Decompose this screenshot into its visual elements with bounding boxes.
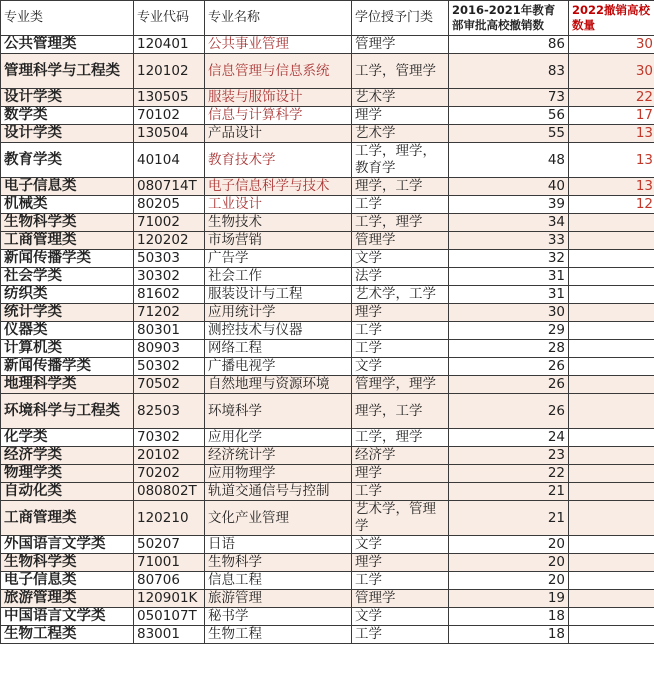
degree-category-cell: 工学 bbox=[352, 483, 449, 501]
table-row bbox=[1, 608, 654, 626]
table-row bbox=[1, 322, 654, 340]
code-cell: 080714T bbox=[134, 178, 205, 196]
revocation-count-cell: 21 bbox=[449, 501, 569, 536]
major-name-cell: 日语 bbox=[205, 536, 352, 554]
revocation-count-cell: 56 bbox=[449, 107, 569, 125]
revocation-count-cell: 23 bbox=[449, 447, 569, 465]
table-body bbox=[1, 36, 654, 644]
count-2022-cell bbox=[569, 250, 654, 268]
major-name-cell: 产品设计 bbox=[205, 125, 352, 143]
degree-category-cell: 理学 bbox=[352, 304, 449, 322]
category-cell: 管理科学与工程类 bbox=[1, 54, 134, 89]
degree-category-cell: 理学，工学 bbox=[352, 178, 449, 196]
major-name-cell: 生物技术 bbox=[205, 214, 352, 232]
category-cell: 纺织类 bbox=[1, 286, 134, 304]
revocation-count-cell: 20 bbox=[449, 572, 569, 590]
category-cell: 生物科学类 bbox=[1, 554, 134, 572]
degree-category-cell: 理学 bbox=[352, 107, 449, 125]
table-row bbox=[1, 340, 654, 358]
table-row bbox=[1, 232, 654, 250]
code-cell: 81602 bbox=[134, 286, 205, 304]
table-row bbox=[1, 196, 654, 214]
table-row bbox=[1, 358, 654, 376]
count-2022-cell bbox=[569, 214, 654, 232]
degree-category-cell: 工学，理学 bbox=[352, 214, 449, 232]
degree-category-cell: 管理学 bbox=[352, 590, 449, 608]
revocation-count-cell: 32 bbox=[449, 250, 569, 268]
count-2022-cell bbox=[569, 322, 654, 340]
header-2022-count: 2022撤销高校数量 bbox=[569, 1, 654, 36]
table-row bbox=[1, 54, 654, 89]
code-cell: 20102 bbox=[134, 447, 205, 465]
table-row bbox=[1, 304, 654, 322]
code-cell: 70202 bbox=[134, 465, 205, 483]
major-name-cell: 文化产业管理 bbox=[205, 501, 352, 536]
count-2022-cell bbox=[569, 536, 654, 554]
degree-category-cell: 文学 bbox=[352, 608, 449, 626]
major-name-cell: 教育技术学 bbox=[205, 143, 352, 178]
major-name-cell: 应用物理学 bbox=[205, 465, 352, 483]
category-cell: 新闻传播学类 bbox=[1, 358, 134, 376]
category-cell: 仪器类 bbox=[1, 322, 134, 340]
count-2022-cell bbox=[569, 483, 654, 501]
category-cell: 工商管理类 bbox=[1, 501, 134, 536]
category-cell: 外国语言文学类 bbox=[1, 536, 134, 554]
revocation-count-cell: 26 bbox=[449, 376, 569, 394]
degree-category-cell: 艺术学，管理学 bbox=[352, 501, 449, 536]
count-2022-cell bbox=[569, 465, 654, 483]
code-cell: 80205 bbox=[134, 196, 205, 214]
major-name-cell: 服装设计与工程 bbox=[205, 286, 352, 304]
code-cell: 80903 bbox=[134, 340, 205, 358]
degree-category-cell: 理学 bbox=[352, 465, 449, 483]
category-cell: 工商管理类 bbox=[1, 232, 134, 250]
category-cell: 环境科学与工程类 bbox=[1, 394, 134, 429]
header-code: 专业代码 bbox=[134, 1, 205, 36]
count-2022-cell bbox=[569, 429, 654, 447]
revocation-count-cell: 48 bbox=[449, 143, 569, 178]
major-name-cell: 秘书学 bbox=[205, 608, 352, 626]
revocation-count-cell: 19 bbox=[449, 590, 569, 608]
revocation-count-cell: 21 bbox=[449, 483, 569, 501]
header-degree-category: 学位授予门类 bbox=[352, 1, 449, 36]
major-name-cell: 广播电视学 bbox=[205, 358, 352, 376]
degree-category-cell: 管理学，理学 bbox=[352, 376, 449, 394]
table-row bbox=[1, 394, 654, 429]
code-cell: 80706 bbox=[134, 572, 205, 590]
count-2022-cell bbox=[569, 376, 654, 394]
count-2022-cell bbox=[569, 608, 654, 626]
table-row bbox=[1, 178, 654, 196]
category-cell: 设计学类 bbox=[1, 89, 134, 107]
major-name-cell: 环境科学 bbox=[205, 394, 352, 429]
code-cell: 50303 bbox=[134, 250, 205, 268]
major-name-cell: 信息与计算科学 bbox=[205, 107, 352, 125]
table-row bbox=[1, 465, 654, 483]
table-row bbox=[1, 536, 654, 554]
header-revocation-count: 2016-2021年教育部审批高校撤销数 bbox=[449, 1, 569, 36]
code-cell: 70302 bbox=[134, 429, 205, 447]
category-cell: 地理科学类 bbox=[1, 376, 134, 394]
code-cell: 120401 bbox=[134, 36, 205, 54]
header-category: 专业类 bbox=[1, 1, 134, 36]
category-cell: 旅游管理类 bbox=[1, 590, 134, 608]
category-cell: 公共管理类 bbox=[1, 36, 134, 54]
revocation-count-cell: 29 bbox=[449, 322, 569, 340]
table-row bbox=[1, 626, 654, 644]
count-2022-cell: 13 bbox=[569, 178, 654, 196]
degree-category-cell: 工学，理学，教育学 bbox=[352, 143, 449, 178]
table-row bbox=[1, 125, 654, 143]
code-cell: 80301 bbox=[134, 322, 205, 340]
degree-category-cell: 工学 bbox=[352, 340, 449, 358]
count-2022-cell bbox=[569, 572, 654, 590]
category-cell: 化学类 bbox=[1, 429, 134, 447]
table-row bbox=[1, 590, 654, 608]
degree-category-cell: 管理学 bbox=[352, 232, 449, 250]
category-cell: 机械类 bbox=[1, 196, 134, 214]
count-2022-cell: 17 bbox=[569, 107, 654, 125]
major-name-cell: 轨道交通信号与控制 bbox=[205, 483, 352, 501]
table-row bbox=[1, 214, 654, 232]
degree-category-cell: 法学 bbox=[352, 268, 449, 286]
code-cell: 130504 bbox=[134, 125, 205, 143]
count-2022-cell bbox=[569, 394, 654, 429]
table-row bbox=[1, 268, 654, 286]
code-cell: 30302 bbox=[134, 268, 205, 286]
header-row bbox=[1, 1, 654, 36]
category-cell: 经济学类 bbox=[1, 447, 134, 465]
category-cell: 教育学类 bbox=[1, 143, 134, 178]
category-cell: 新闻传播学类 bbox=[1, 250, 134, 268]
degree-category-cell: 艺术学 bbox=[352, 89, 449, 107]
table-row bbox=[1, 376, 654, 394]
count-2022-cell bbox=[569, 268, 654, 286]
revocation-count-cell: 31 bbox=[449, 286, 569, 304]
count-2022-cell bbox=[569, 340, 654, 358]
category-cell: 设计学类 bbox=[1, 125, 134, 143]
code-cell: 50207 bbox=[134, 536, 205, 554]
major-name-cell: 信息管理与信息系统 bbox=[205, 54, 352, 89]
revocation-count-cell: 33 bbox=[449, 232, 569, 250]
table-row bbox=[1, 483, 654, 501]
major-name-cell: 生物工程 bbox=[205, 626, 352, 644]
revocation-count-cell: 26 bbox=[449, 358, 569, 376]
major-name-cell: 经济统计学 bbox=[205, 447, 352, 465]
code-cell: 130505 bbox=[134, 89, 205, 107]
table-row bbox=[1, 143, 654, 178]
code-cell: 70102 bbox=[134, 107, 205, 125]
degree-category-cell: 文学 bbox=[352, 250, 449, 268]
category-cell: 社会学类 bbox=[1, 268, 134, 286]
major-name-cell: 生物科学 bbox=[205, 554, 352, 572]
major-name-cell: 应用化学 bbox=[205, 429, 352, 447]
category-cell: 生物科学类 bbox=[1, 214, 134, 232]
degree-category-cell: 工学 bbox=[352, 196, 449, 214]
major-name-cell: 公共事业管理 bbox=[205, 36, 352, 54]
revocation-count-cell: 39 bbox=[449, 196, 569, 214]
revocation-count-cell: 83 bbox=[449, 54, 569, 89]
degree-category-cell: 工学，理学 bbox=[352, 429, 449, 447]
revocation-count-cell: 22 bbox=[449, 465, 569, 483]
degree-category-cell: 理学 bbox=[352, 554, 449, 572]
category-cell: 统计学类 bbox=[1, 304, 134, 322]
count-2022-cell bbox=[569, 304, 654, 322]
count-2022-cell bbox=[569, 232, 654, 250]
table-row bbox=[1, 447, 654, 465]
degree-category-cell: 理学，工学 bbox=[352, 394, 449, 429]
table-row bbox=[1, 36, 654, 54]
count-2022-cell bbox=[569, 447, 654, 465]
revocation-count-cell: 20 bbox=[449, 536, 569, 554]
major-name-cell: 社会工作 bbox=[205, 268, 352, 286]
count-2022-cell bbox=[569, 626, 654, 644]
code-cell: 120901K bbox=[134, 590, 205, 608]
major-name-cell: 市场营销 bbox=[205, 232, 352, 250]
count-2022-cell bbox=[569, 358, 654, 376]
revocation-count-cell: 31 bbox=[449, 268, 569, 286]
revocation-count-cell: 20 bbox=[449, 554, 569, 572]
revocation-count-cell: 24 bbox=[449, 429, 569, 447]
code-cell: 120202 bbox=[134, 232, 205, 250]
degree-category-cell: 文学 bbox=[352, 536, 449, 554]
category-cell: 生物工程类 bbox=[1, 626, 134, 644]
revocation-count-cell: 86 bbox=[449, 36, 569, 54]
category-cell: 数学类 bbox=[1, 107, 134, 125]
revocation-count-cell: 40 bbox=[449, 178, 569, 196]
code-cell: 71001 bbox=[134, 554, 205, 572]
degree-category-cell: 工学 bbox=[352, 626, 449, 644]
code-cell: 71002 bbox=[134, 214, 205, 232]
degree-category-cell: 艺术学，工学 bbox=[352, 286, 449, 304]
code-cell: 120210 bbox=[134, 501, 205, 536]
category-cell: 电子信息类 bbox=[1, 572, 134, 590]
count-2022-cell: 13 bbox=[569, 143, 654, 178]
table-row bbox=[1, 107, 654, 125]
revocation-count-cell: 18 bbox=[449, 608, 569, 626]
major-name-cell: 旅游管理 bbox=[205, 590, 352, 608]
major-name-cell: 电子信息科学与技术 bbox=[205, 178, 352, 196]
category-cell: 物理学类 bbox=[1, 465, 134, 483]
major-name-cell: 应用统计学 bbox=[205, 304, 352, 322]
revocation-count-cell: 18 bbox=[449, 626, 569, 644]
code-cell: 70502 bbox=[134, 376, 205, 394]
table-row bbox=[1, 89, 654, 107]
major-name-cell: 工业设计 bbox=[205, 196, 352, 214]
revocation-count-cell: 28 bbox=[449, 340, 569, 358]
degree-category-cell: 工学，管理学 bbox=[352, 54, 449, 89]
category-cell: 电子信息类 bbox=[1, 178, 134, 196]
header-major-name: 专业名称 bbox=[205, 1, 352, 36]
major-name-cell: 服装与服饰设计 bbox=[205, 89, 352, 107]
table-row bbox=[1, 501, 654, 536]
code-cell: 82503 bbox=[134, 394, 205, 429]
count-2022-cell bbox=[569, 590, 654, 608]
table-row bbox=[1, 429, 654, 447]
code-cell: 40104 bbox=[134, 143, 205, 178]
count-2022-cell bbox=[569, 554, 654, 572]
table-row bbox=[1, 250, 654, 268]
category-cell: 中国语言文学类 bbox=[1, 608, 134, 626]
major-name-cell: 广告学 bbox=[205, 250, 352, 268]
major-name-cell: 自然地理与资源环境 bbox=[205, 376, 352, 394]
revocation-count-cell: 34 bbox=[449, 214, 569, 232]
revocation-count-cell: 55 bbox=[449, 125, 569, 143]
revocation-count-cell: 30 bbox=[449, 304, 569, 322]
revocation-count-cell: 26 bbox=[449, 394, 569, 429]
count-2022-cell bbox=[569, 501, 654, 536]
revocation-count-cell: 73 bbox=[449, 89, 569, 107]
count-2022-cell: 12 bbox=[569, 196, 654, 214]
degree-category-cell: 工学 bbox=[352, 322, 449, 340]
code-cell: 050107T bbox=[134, 608, 205, 626]
count-2022-cell: 13 bbox=[569, 125, 654, 143]
count-2022-cell: 30 bbox=[569, 54, 654, 89]
code-cell: 120102 bbox=[134, 54, 205, 89]
code-cell: 83001 bbox=[134, 626, 205, 644]
count-2022-cell: 22 bbox=[569, 89, 654, 107]
table-row bbox=[1, 572, 654, 590]
count-2022-cell bbox=[569, 286, 654, 304]
code-cell: 50302 bbox=[134, 358, 205, 376]
degree-category-cell: 艺术学 bbox=[352, 125, 449, 143]
table-row bbox=[1, 286, 654, 304]
degree-category-cell: 经济学 bbox=[352, 447, 449, 465]
category-cell: 自动化类 bbox=[1, 483, 134, 501]
degree-category-cell: 管理学 bbox=[352, 36, 449, 54]
major-name-cell: 信息工程 bbox=[205, 572, 352, 590]
major-name-cell: 测控技术与仪器 bbox=[205, 322, 352, 340]
degree-category-cell: 工学 bbox=[352, 572, 449, 590]
degree-category-cell: 文学 bbox=[352, 358, 449, 376]
major-name-cell: 网络工程 bbox=[205, 340, 352, 358]
code-cell: 080802T bbox=[134, 483, 205, 501]
category-cell: 计算机类 bbox=[1, 340, 134, 358]
count-2022-cell: 30 bbox=[569, 36, 654, 54]
code-cell: 71202 bbox=[134, 304, 205, 322]
table-row bbox=[1, 554, 654, 572]
